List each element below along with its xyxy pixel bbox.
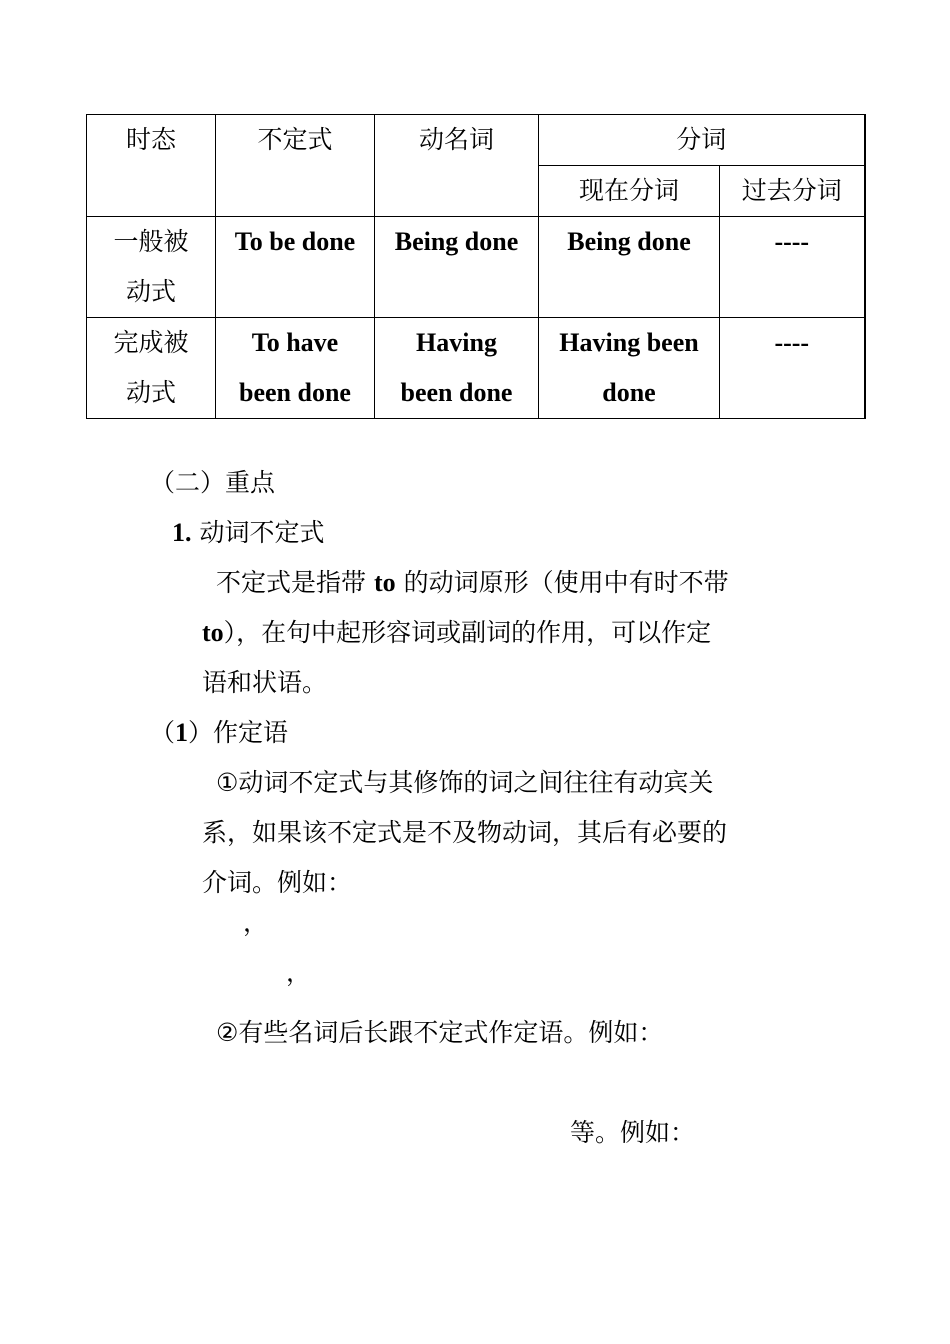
row-infinitive-line1: To have bbox=[251, 328, 339, 357]
intro-line2 bbox=[202, 608, 711, 658]
etc-line: 等。例如： bbox=[570, 1118, 696, 1147]
point1-line1: ①动词不定式与其修饰的词之间往往有动宾关 bbox=[216, 768, 714, 797]
header-participle: 分词 bbox=[539, 115, 865, 166]
sub1-heading bbox=[150, 708, 288, 758]
table-row bbox=[87, 217, 865, 318]
header-infinitive: 不定式 bbox=[216, 115, 375, 217]
point1-line3: 介词。例如： bbox=[202, 868, 353, 897]
row-gerund-line2: been done bbox=[400, 378, 513, 407]
intro-line1 bbox=[216, 558, 729, 608]
sub1-paren: （ bbox=[150, 718, 176, 747]
row-tense-line1: 一般被 bbox=[113, 227, 189, 256]
row-gerund-line1: Having bbox=[416, 328, 497, 357]
tense-forms-table bbox=[86, 114, 866, 419]
row-tense-line1: 完成被 bbox=[113, 328, 189, 357]
header-present-participle: 现在分词 bbox=[539, 166, 720, 217]
example-comma: ， bbox=[286, 958, 312, 987]
item1-title: 动词不定式 bbox=[199, 518, 325, 547]
sub1-number: 1 bbox=[175, 718, 189, 747]
row-gerund: Being done bbox=[375, 217, 539, 318]
header-gerund: 动名词 bbox=[375, 115, 539, 217]
row-gerund-cell bbox=[375, 318, 539, 419]
intro-to-word: to bbox=[373, 568, 396, 597]
row-present-participle-line1: Having been bbox=[559, 328, 699, 357]
row-tense-line2: 动式 bbox=[125, 277, 176, 306]
row-infinitive: To be done bbox=[216, 217, 375, 318]
row-infinitive-line2: been done bbox=[239, 378, 351, 407]
row-tense-cell bbox=[87, 217, 216, 318]
intro-text: ），在句中起形容词或副词的作用，可以作定 bbox=[223, 618, 712, 647]
row-infinitive-cell bbox=[216, 318, 375, 419]
header-past-participle: 过去分词 bbox=[720, 166, 865, 217]
item1-number: 1. bbox=[172, 518, 192, 547]
intro-text: 的动词原形（使用中有时不带 bbox=[395, 568, 729, 597]
table-row bbox=[87, 318, 865, 419]
intro-to-word: to bbox=[202, 618, 224, 647]
table-header-row bbox=[87, 115, 865, 166]
sub1-title: ）作定语 bbox=[188, 718, 289, 747]
row-present-participle: Being done bbox=[539, 217, 720, 318]
example-comma: ， bbox=[243, 908, 269, 937]
row-present-participle-line2: done bbox=[602, 378, 656, 407]
row-tense-line2: 动式 bbox=[125, 378, 176, 407]
header-tense: 时态 bbox=[87, 115, 216, 217]
point1-line2: 系，如果该不定式是不及物动词，其后有必要的 bbox=[202, 818, 728, 847]
row-past-participle: ---- bbox=[720, 217, 865, 318]
item1-heading bbox=[172, 508, 324, 558]
intro-text: 不定式是指带 bbox=[216, 568, 374, 597]
row-past-participle: ---- bbox=[720, 318, 865, 419]
section-heading: （二）重点 bbox=[150, 468, 276, 497]
row-present-participle-cell bbox=[539, 318, 720, 419]
intro-line3: 语和状语。 bbox=[202, 668, 328, 697]
row-tense-cell bbox=[87, 318, 216, 419]
point2-line: ②有些名词后长跟不定式作定语。例如： bbox=[216, 1018, 664, 1047]
